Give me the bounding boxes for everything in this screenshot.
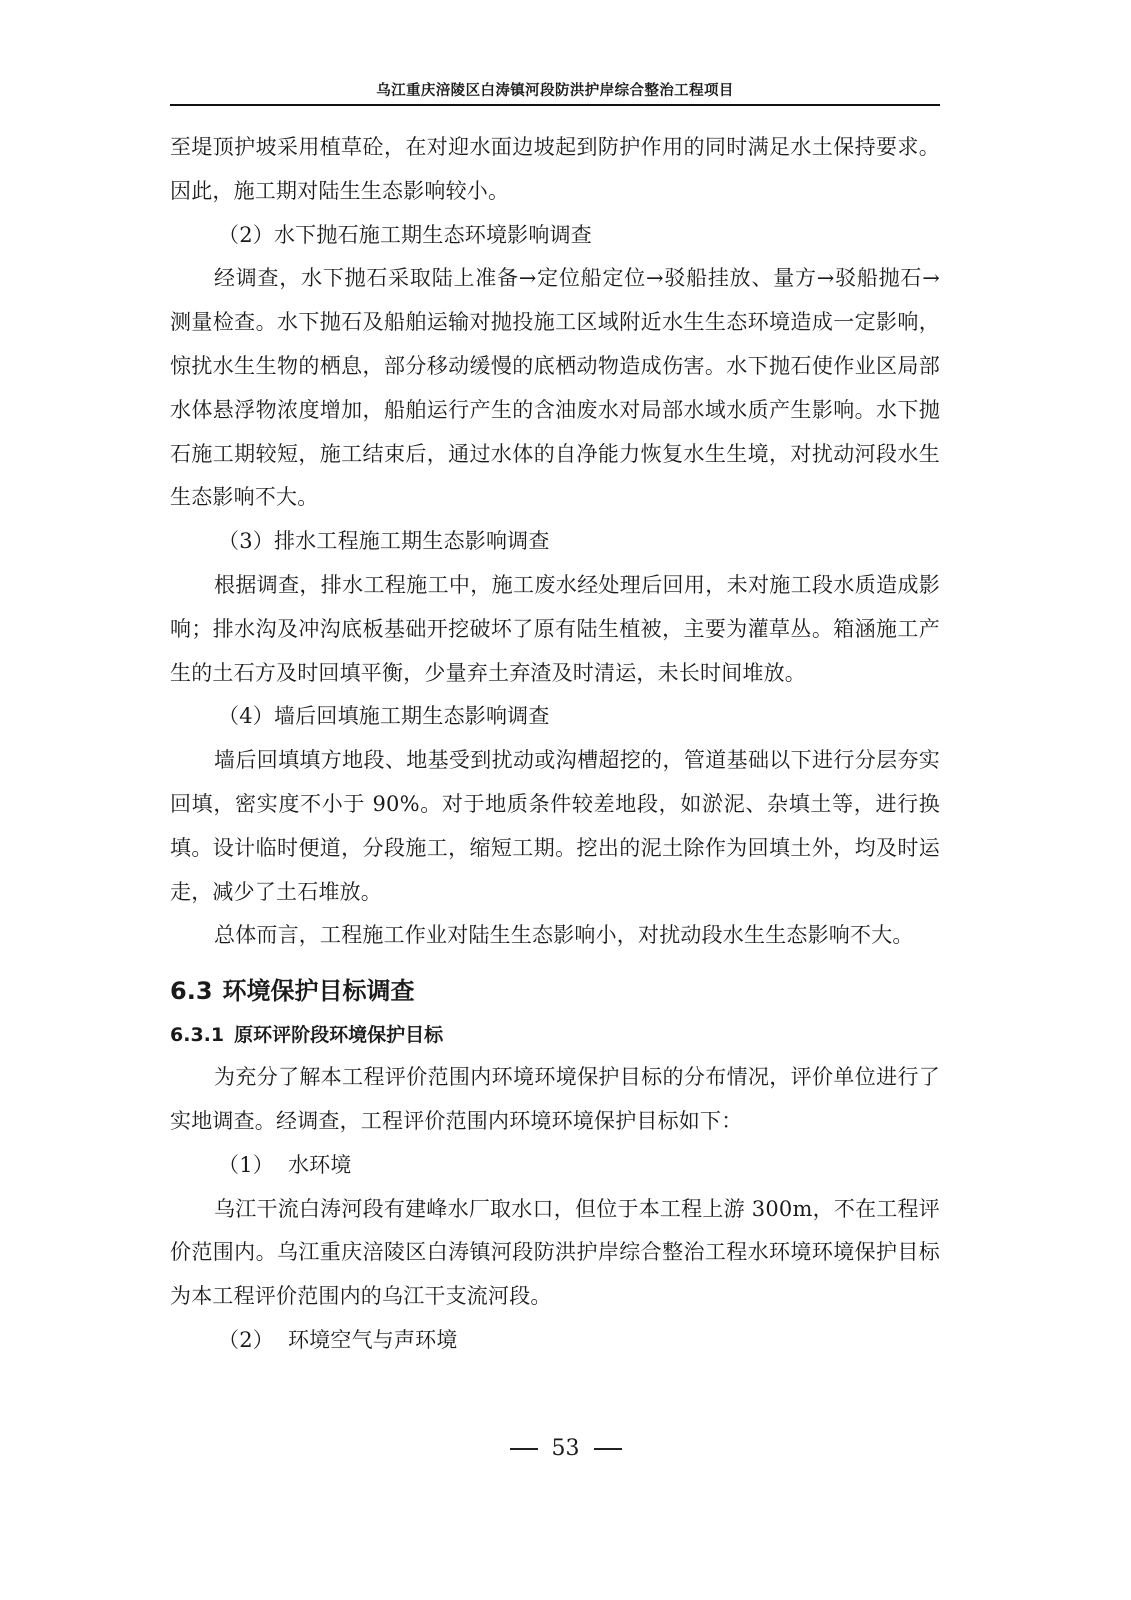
page-content — [170, 126, 940, 1363]
page-footer — [0, 1436, 1131, 1461]
list-item-2 — [170, 1319, 940, 1363]
subheading-3 — [170, 520, 940, 564]
paragraph-continuation: 至堤顶护坡采用植草砼，在对迎水面边坡起到防护作用的同时满足水土保持要求。因此，施工期对陆生生态影响较小。 — [170, 135, 940, 203]
section-title: 环境保护目标调查 — [222, 977, 415, 1006]
header-rule — [170, 104, 940, 106]
paragraph-survey-intro: 为充分了解本工程评价范围内环境环境保护目标的分布情况，评价单位进行了实地调查。经调查，工程评价范围内环境环境保护目标如下： — [170, 1065, 940, 1133]
subsection-number: 6.3.1 — [170, 1024, 225, 1047]
paragraph-summary: 总体而言，工程施工作业对陆生生态影响小，对扰动段水生生态影响不大。 — [214, 923, 914, 948]
subheading-4-number: （4） — [218, 704, 274, 729]
section-heading-6-3-1 — [170, 1014, 940, 1056]
subsection-title: 原环评阶段环境保护目标 — [234, 1024, 444, 1047]
paragraph-underwater-riprap: 经调查，水下抛石采取陆上准备→定位船定位→驳船挂放、量方→驳船抛石→测量检查。水下抛石及船舶运输对抛投施工区域附近水生生态环境造成一定影响，惊扰水生生物的栖息，部分移动缓慢的底栖动物造成伤害。水下抛石使作业区局部水体悬浮物浓度增加，船舶运行产生的含油废水对局部水域水质产生影响。水下抛石施工期较短，施工结束后，通过水体的自净能力恢复水生生境，对扰动河段水生生态影响不大。 — [170, 266, 940, 510]
paragraph-backfill: 墙后回填填方地段、地基受到扰动或沟槽超挖的，管道基础以下进行分层夯实回填，密实度不小于 90%。对于地质条件较差地段，如淤泥、杂填土等，进行换填。设计临时便道，分段施工，缩短工期。挖出的泥土除作为回填土外，均及时运走，减少了土石堆放。 — [170, 748, 940, 904]
footer-dash-right — [594, 1448, 622, 1450]
subheading-4-title: 墙后回填施工期生态影响调查 — [273, 704, 550, 729]
paragraph-water-environment: 乌江干流白涛河段有建峰水厂取水口，但位于本工程上游 300m，不在工程评价范围内。乌江重庆涪陵区白涛镇河段防洪护岸综合整治工程水环境环境保护目标为本工程评价范围内的乌江干支流河段。 — [170, 1196, 940, 1309]
subheading-3-number: （3） — [218, 529, 274, 554]
footer-dash-left — [510, 1448, 538, 1450]
section-heading-6-3 — [170, 968, 940, 1014]
list-item-2-title: 环境空气与声环境 — [287, 1327, 458, 1352]
list-item-1-number: （1） — [218, 1152, 274, 1177]
running-header: 乌江重庆涪陵区白涛镇河段防洪护岸综合整治工程项目 — [376, 83, 734, 99]
subheading-2-number: （2） — [218, 222, 274, 247]
paragraph-drainage: 根据调查，排水工程施工中，施工废水经处理后回用，未对施工段水质造成影响；排水沟及冲沟底板基础开挖破坏了原有陆生植被，主要为灌草丛。箱涵施工产生的土石方及时回填平衡，少量弃土弃渣及时清运，未长时间堆放。 — [170, 572, 940, 685]
subheading-4 — [170, 695, 940, 739]
subheading-2 — [170, 214, 940, 258]
page-number: 53 — [551, 1436, 580, 1461]
list-item-2-number: （2） — [218, 1327, 274, 1352]
list-item-1 — [170, 1144, 940, 1188]
list-item-1-title: 水环境 — [287, 1152, 352, 1177]
subheading-3-title: 排水工程施工期生态影响调查 — [273, 529, 550, 554]
subheading-2-title: 水下抛石施工期生态环境影响调查 — [273, 222, 592, 247]
section-number: 6.3 — [170, 977, 213, 1006]
